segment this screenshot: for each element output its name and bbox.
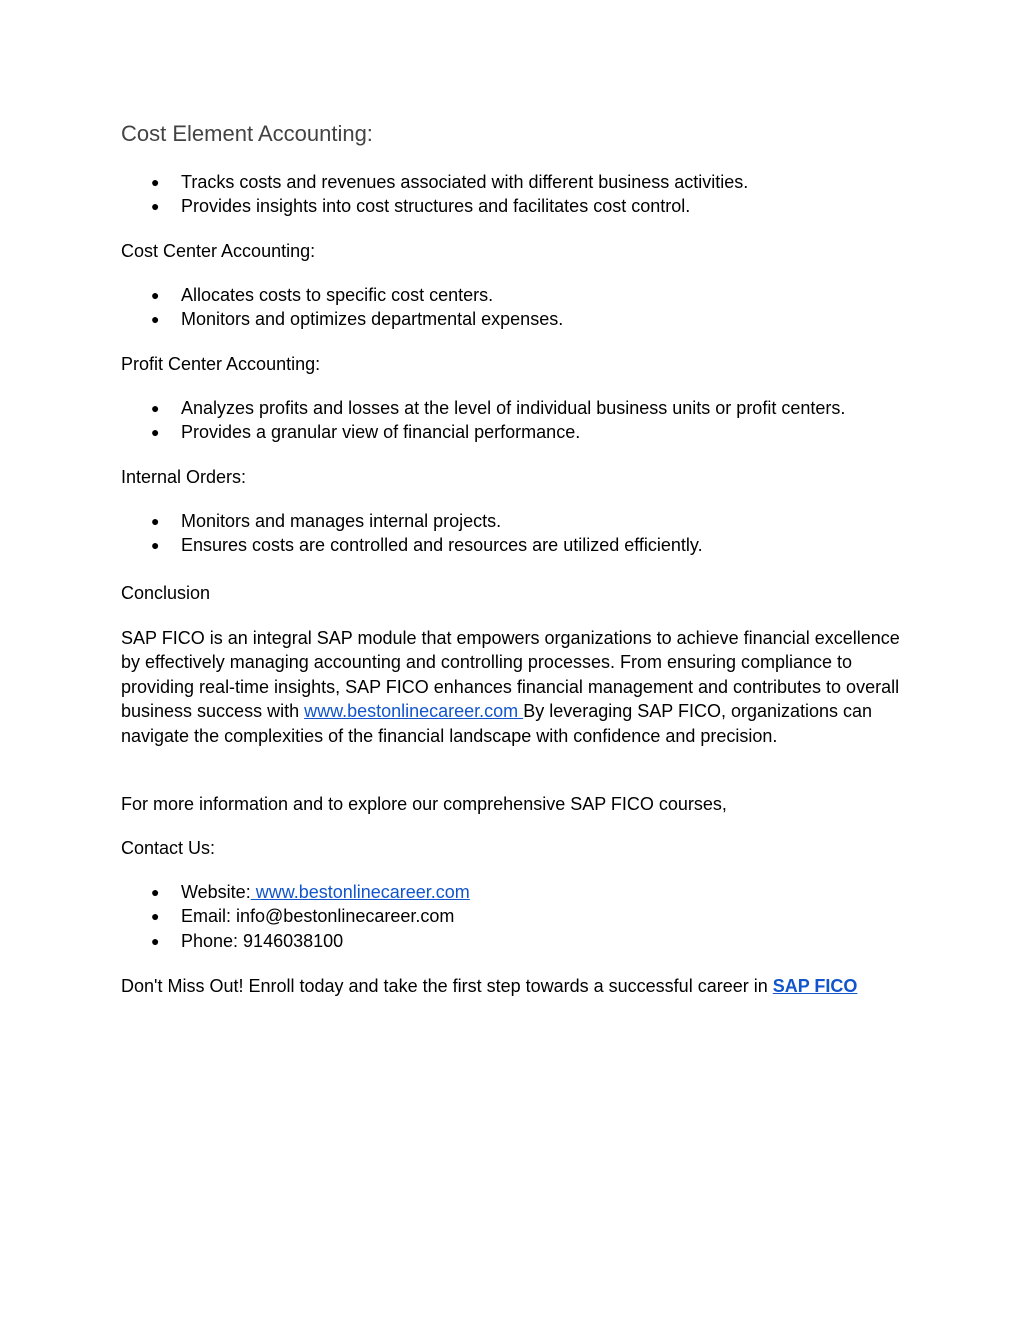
list-item: ● Ensures costs are controlled and resources are utilized efficiently. bbox=[121, 533, 703, 557]
cost-element-bullet-list bbox=[121, 170, 748, 219]
list-item: ● Provides a granular view of financial performance. bbox=[121, 420, 845, 444]
section-title-internal-orders: Internal Orders: bbox=[121, 467, 247, 487]
website-link[interactable]: www.bestonlinecareer.com bbox=[250, 882, 470, 902]
cost-center-bullet-list bbox=[121, 283, 563, 332]
bullet-icon: ● bbox=[151, 311, 160, 328]
contact-website: ● Website: www.bestonlinecareer.com bbox=[121, 880, 470, 904]
profit-center-bullet-list bbox=[121, 396, 845, 445]
page-heading: Cost Element Accounting: bbox=[121, 121, 373, 146]
list-item: ● Provides insights into cost structures and facilitates cost control. bbox=[121, 194, 748, 218]
bullet-icon: ● bbox=[151, 932, 160, 949]
internal-orders-bullet-list bbox=[121, 509, 703, 558]
bullet-icon: ● bbox=[151, 400, 160, 416]
contact-phone: ● Phone: 9146038100 bbox=[121, 929, 470, 953]
list-item: ● Monitors and manages internal projects. bbox=[121, 509, 703, 533]
bullet-icon: ● bbox=[151, 174, 160, 190]
bullet-icon: ● bbox=[151, 198, 160, 215]
conclusion-title: Conclusion bbox=[121, 583, 211, 603]
section-title-profit-center: Profit Center Accounting: bbox=[121, 354, 321, 374]
call-to-action: Don't Miss Out! Enroll today and take the first step towards a successful career in SAP FICO bbox=[121, 976, 858, 996]
contact-bullet-list bbox=[121, 880, 470, 953]
bullet-icon: ● bbox=[151, 287, 160, 303]
more-info-text: For more information and to explore our comprehensive SAP FICO courses, bbox=[121, 794, 727, 814]
conclusion-paragraph: SAP FICO is an integral SAP module that empowers organizations to achieve financial excellence by effectively managing accounting and controlling processes. From ensuring compliance to providing real-time insights, SAP FICO enhances financial management and contributes to overall business success with www.bestonlinecareer.com By leveraging SAP FICO, organizations can navigate the complexities of the financial landscape with confidence and precision. bbox=[121, 628, 900, 746]
sap-fico-link[interactable]: SAP FICO bbox=[772, 976, 858, 996]
list-item: ● Analyzes profits and losses at the level of individual business units or profit centers. bbox=[121, 396, 845, 420]
list-item: ● Tracks costs and revenues associated with different business activities. bbox=[121, 170, 748, 194]
bullet-icon: ● bbox=[151, 884, 160, 900]
bullet-icon: ● bbox=[151, 537, 160, 554]
section-title-cost-center: Cost Center Accounting: bbox=[121, 241, 316, 261]
list-item: ● Allocates costs to specific cost centers. bbox=[121, 283, 563, 307]
bullet-icon: ● bbox=[151, 908, 160, 925]
bestonlinecareer-link[interactable]: www.bestonlinecareer.com bbox=[304, 701, 524, 722]
bullet-icon: ● bbox=[151, 513, 160, 529]
contact-email: ● Email: info@bestonlinecareer.com bbox=[121, 904, 470, 928]
contact-title: Contact Us: bbox=[121, 838, 216, 858]
list-item: ● Monitors and optimizes departmental expenses. bbox=[121, 307, 563, 331]
bullet-icon: ● bbox=[151, 424, 160, 441]
